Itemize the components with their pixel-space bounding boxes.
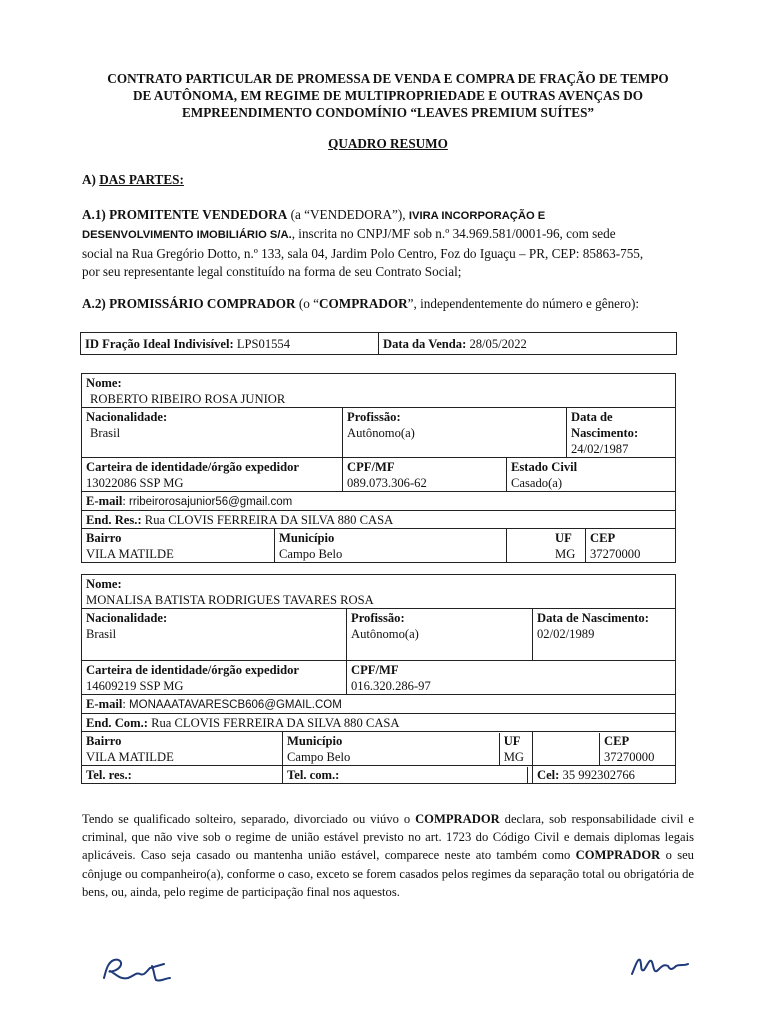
buyer2-name-cell: Nome: MONALISA BATISTA RODRIGUES TAVARES ROSA — [82, 575, 676, 609]
sale-id-cell: ID Fração Ideal Indivisível: LPS01554 — [81, 333, 379, 355]
buyer1-civil-cell: Estado Civil Casado(a) — [507, 458, 676, 492]
buyer2-profession-cell: Profissão: Autônomo(a) — [347, 609, 533, 661]
buyer2-cep-cell: CEP 37270000 — [604, 734, 655, 764]
a1-seller-paragraph: A.1) PROMITENTE VENDEDORA (a “VENDEDORA”), IVIRA INCORPORAÇÃO E DESENVOLVIMENTO IMOBILIÁRIO S/A., inscrita no CNPJ/MF sob n.º 34.969.581/0001-96, com sede social na Rua Gregório Dotto, n.º 133, sala 04, Jardim Polo Centro, Foz do Iguaçu – PR, CEP: 85863-755, por seu representante legal constituído na forma de seu Contrato Social; — [82, 207, 644, 280]
buyer1-district-cell: Bairro VILA MATILDE — [82, 529, 275, 563]
buyer2-state-cell: UF MG — [503, 734, 524, 764]
buyer2-tel-com-cell: Tel. com.: — [283, 767, 528, 783]
buyer2-district-cell: Bairro VILA MATILDE — [82, 732, 283, 766]
sale-info-table — [80, 332, 677, 355]
buyer2-cep-wrap — [533, 732, 676, 766]
buyer1-cep-cell: CEP 37270000 — [586, 529, 676, 563]
signature-right-graphic — [628, 950, 696, 980]
buyer1-table — [81, 373, 676, 563]
quadro-resumo-heading: QUADRO RESUMO — [328, 136, 448, 151]
buyer2-cel-cell: Cel: 35 992302766 — [533, 766, 676, 784]
buyer1-nationality-cell: Nacionalidade: Brasil — [82, 408, 343, 458]
section-a-heading: A) DAS PARTES: — [82, 172, 184, 187]
buyer1-address-cell: End. Res.: Rua CLOVIS FERREIRA DA SILVA 880 CASA — [82, 511, 676, 529]
buyer2-table — [81, 574, 676, 784]
buyer1-name-cell: Nome: ROBERTO RIBEIRO ROSA JUNIOR — [82, 374, 676, 408]
closing-paragraph: Tendo se qualificado solteiro, separado, divorciado ou viúvo o COMPRADOR declara, sob responsabilidade civil e criminal, que não vive sob o regime de união estável previsto no art. 1723 do Código Civil e demais diplomas legais aplicáveis. Caso seja casado ou mantenha união estável, comparece neste ato também como COMPRADOR o seu cônjuge ou companheiro(a), conforme o caso, exceto se forem casados pelos regimes da separação total ou obrigatória de bens, ou, ainda, pelo regime de participação final nos aquestos. — [82, 812, 694, 899]
buyer2-city-inner: Município Campo Belo — [283, 733, 499, 765]
buyer2-email-cell: E-mail: MONAAATAVARESCB606@GMAIL.COM — [82, 695, 676, 714]
a2-buyer-paragraph: A.2) PROMISSÁRIO COMPRADOR (o “COMPRADOR”, independentemente do número e gênero): — [82, 296, 640, 311]
buyer2-tel-com-wrap — [283, 766, 533, 784]
buyer1-email-cell: E-mail: rribeirorosajunior56@gmail.com — [82, 492, 676, 511]
sale-date-cell: Data da Venda: 28/05/2022 — [379, 333, 677, 355]
contract-title: CONTRATO PARTICULAR DE PROMESSA DE VENDA E COMPRA DE FRAÇÃO DE TEMPO DE AUTÔNOMA, EM REGIME DE MULTIPROPRIEDADE E OUTRAS AVENÇAS DO EMPREENDIMENTO CONDOMÍNIO “LEAVES PREMIUM SUÍTES” — [107, 71, 669, 120]
buyer1-state-cell: UF MG — [507, 529, 586, 563]
signature-left-graphic — [98, 952, 178, 988]
buyer2-address-cell: End. Com.: Rua CLOVIS FERREIRA DA SILVA 880 CASA — [82, 714, 676, 732]
buyer2-id-cell: Carteira de identidade/órgão expedidor 14609219 SSP MG — [82, 661, 347, 695]
buyer1-city-cell: Município Campo Belo — [275, 529, 507, 563]
buyer2-nationality-cell: Nacionalidade: Brasil — [82, 609, 347, 661]
buyer2-birth-cell: Data de Nascimento: 02/02/1989 — [533, 609, 676, 661]
buyer2-tel-res-cell: Tel. res.: — [82, 766, 283, 784]
buyer2-city-cell — [283, 732, 533, 766]
buyer1-profession-cell: Profissão: Autônomo(a) — [343, 408, 567, 458]
buyer2-cpf-cell: CPF/MF 016.320.286-97 — [347, 661, 676, 695]
buyer1-cpf-cell: CPF/MF 089.073.306-62 — [343, 458, 507, 492]
buyer1-id-cell: Carteira de identidade/órgão expedidor 13022086 SSP MG — [82, 458, 343, 492]
buyer1-birth-cell: Data de Nascimento: 24/02/1987 — [567, 408, 676, 458]
